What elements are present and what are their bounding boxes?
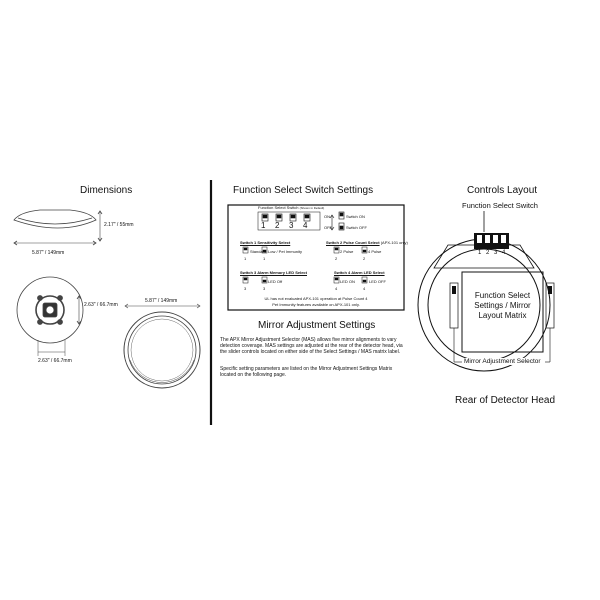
function-select-title: Function Select Switch Settings	[233, 185, 374, 196]
matrix-line: Settings / Mirror	[474, 301, 531, 310]
panel-switch-number: 3	[289, 221, 294, 230]
s2-title	[326, 240, 408, 245]
s1-title: Switch 1 Sensitivity Select	[240, 240, 291, 245]
mount-plate-view	[17, 277, 83, 356]
s1-b-label: Low / Pet Immunity	[268, 249, 303, 254]
side-profile	[14, 210, 102, 245]
function-select-panel	[228, 205, 408, 310]
on-label: ON	[324, 214, 330, 219]
matrix-line: Layout Matrix	[478, 311, 527, 320]
dim-mount-height-label: 2.63" / 66.7mm	[84, 302, 118, 308]
off-label: OFF	[324, 225, 332, 230]
s2-a-num: 2	[335, 256, 338, 261]
dim-height-label: 2.17" / 55mm	[104, 222, 134, 228]
s4-b-num: 4	[363, 286, 366, 291]
controls-title: Controls Layout	[467, 185, 538, 196]
panel-title	[258, 205, 324, 210]
s2-b-num: 2	[363, 256, 366, 261]
panel-title-text: Function Select Switch	[258, 205, 299, 210]
s2-b-label: 4 Pulse	[368, 249, 382, 254]
ring-top-view	[124, 304, 200, 388]
panel-switch-number: 1	[261, 221, 266, 230]
controls-switch-number: 3	[494, 250, 498, 256]
legend-off: Switch OFF	[346, 225, 367, 230]
panel-switch-number: 4	[303, 221, 308, 230]
controls-switch-number: 1	[478, 250, 482, 256]
s2-note: (APX-101 only)	[380, 240, 408, 245]
s4-a-label: LED ON	[340, 279, 355, 284]
s3-a-label: LED Off	[268, 279, 283, 284]
s2-a-label: 2 Pulse	[340, 249, 354, 254]
s4-a-num: 4	[335, 286, 338, 291]
mirror-paragraph-2: Specific setting parameters are listed on the Mirror Adjustment Settings Matrix located on the following page.	[220, 366, 393, 379]
controls-switch-label: Function Select Switch	[462, 201, 538, 210]
s2-title-text: Switch 2 Pulse Count Select	[326, 240, 380, 245]
dimensions-title: Dimensions	[80, 185, 133, 196]
controls-switch-number: 4	[502, 250, 506, 256]
s3-b-num: 3	[263, 286, 266, 291]
matrix-label	[462, 291, 543, 321]
s4-title: Switch 4 Alarm LED Select	[334, 270, 385, 275]
s3-a-num: 3	[244, 286, 247, 291]
panel-title-note: (Shown in Default)	[299, 206, 325, 210]
mirror-selector-label: Mirror Adjustment Selector	[464, 358, 541, 365]
footnote-2: Pet Immunity features available on APX-101 only.	[272, 302, 360, 307]
s3-title: Switch 3 Alarm Memory LED Select	[240, 270, 307, 275]
mirror-title: Mirror Adjustment Settings	[258, 320, 376, 331]
rear-label: Rear of Detector Head	[455, 395, 556, 406]
dim-width-label: 5.87" / 149mm	[32, 250, 65, 256]
s1-a-num: 1	[244, 256, 247, 261]
legend-on: Switch ON	[346, 214, 365, 219]
controls-switch-number: 2	[486, 250, 490, 256]
panel-switch-number: 2	[275, 221, 280, 230]
s1-a-label: Standard	[250, 249, 267, 254]
dim-mount-width-label: 2.63" / 66.7mm	[38, 358, 72, 364]
dim-ring-width-label: 5.87" / 149mm	[145, 298, 178, 304]
s4-b-label: LED OFF	[369, 279, 386, 284]
footnote-1: UL has not evaluated APX-101 operation at Pulse Count 4	[264, 296, 368, 301]
matrix-line: Function Select	[474, 291, 531, 300]
s1-b-num: 1	[263, 256, 266, 261]
mirror-paragraph-1: The APX Mirror Adjustment Selector (MAS) allows five mirror alignments to vary detection coverage. MAS settings are adjusted at the rear of the detector head, via the slider controls located on either side of the Select Settings / MAS matrix label.	[220, 337, 403, 356]
